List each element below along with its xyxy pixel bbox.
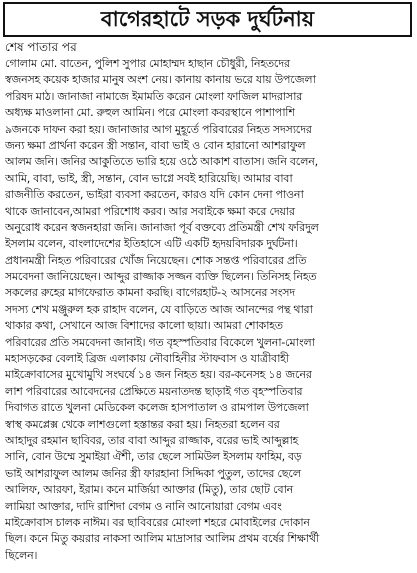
article-body-line: লাশ পরিবারের আবেদনের প্রেক্ষিতে ময়নাতদন্ত ছাড়াই গত বৃহস্পতিবার [5,384,303,398]
article-body-line: ছিলেন। [5,548,38,562]
article-body-line: প্রধানমন্ত্রী নিহত পরিবারের খোঁজ নিয়েছেন। শোক সন্তপ্ত পরিবারের প্রতি [5,253,307,267]
article-body [5,56,413,564]
article-body-line: স্বাস্থ কমপ্লেক্স থেকে লাশগুলো হস্তান্তর করা হয়। নিহতরা হলেন বর [5,417,280,431]
article-body-line: ৯জনকে দাফন করা হয়। জানাজার আগ মুহূর্তে পরিবারের নিহত সদস্যদের [5,122,312,136]
continuation-note: শেষ পাতার পর [5,40,77,54]
article-body-line: সমবেদনা জানিয়েছেন। আব্দুর রাজ্জাক সজ্জন ব্যক্তি ছিলেন। তিনিসহ নিহত [5,270,317,284]
article-body-line: মহাসড়কের বেলাই ব্রিজ এলাকায় নৌবাহিনীর স্টাফবাস ও যাত্রীবাহী [5,352,289,366]
article-body-line: সকলের রুহের মাগফেরাত কামনা করছি। বাগেরহাট-২ আসনের সংসদ [5,286,295,300]
article-body-line: সানি, বোন উম্মে সুমাইয়া ঐশী, তার ছেলে সামিউল ইসলাম ফাহিম, বড় [5,450,302,464]
article-body-line: পরিষদ মাঠ। জানাজা নামাজে ইমামতি করেন মোংলা ফাজিল মাদরাসার [5,89,303,103]
article-body-line: আহাদুর রহমান ছাবিবর, তার বাবা আব্দুর রাজ্জাক, বরের ভাই আব্দুল্লাহ [5,433,299,447]
article-body-line: লামিয়া আক্তার, দাদি রাশিদা বেগম ও নানি আনোয়ারা বেগম এবং [5,499,282,513]
article-body-line: অনুরোধ করেন স্বজনহারা জনি। জানাজা পূর্ব বক্তব্যে প্রতিমন্ত্রী শেখ ফরিদুল [5,220,319,234]
article-headline: বাগেরহাটে সড়ক দুর্ঘটনায় [3,2,412,37]
article-body-line: মাইক্রোবাসের মুখোমুখি সংঘর্ষে ১৪ জন নিহত হয়। বর-কনেসহ ১৪ জনের [5,368,312,382]
article-body-line: ভাই আশরাফুল আলম জনির স্ত্রী ফারহানা সিদ্দিকা পুতুল, তাদের ছেলে [5,466,301,480]
article-body-line: রাজনীতি করতেন, ভাইরা ব্যবসা করতেন, কারও যদি কোন দেনা পাওনা [5,188,304,202]
article-body-line: ইসলাম বলেন, বাংলাদেশের ইতিহাসে এটি একটি হৃদয়বিদারক দুর্ঘটনা। [5,237,298,251]
article-body-line: অধ্যক্ষ মাওলানা মো. রুহুল আমিন। পরে মোংলা কবরস্থানে পাশাপাশি [5,106,295,120]
article-body-line: ছিল। কনে মিতু কয়রার নাকসা আলিম মাদ্রাসার আলিম প্রথম বর্ষের শিক্ষার্থী [5,532,319,546]
article-body-line: মাইক্রোবাস চালক নাঈম। বর ছাবিবরের মোংলা শহরে মোবাইলের দোকান [5,515,310,529]
article-body-line: সদস্য শেখ মঞ্জুরুল হক রাহাদ বলেন, যে বাড়িতে আজ আনন্দের পন্থ থারা [5,302,313,316]
article-body-line: আলম জনি। জনির আকুতিতে ভারি হয়ে ওঠে আকাশ বাতাস। জনি বলেন, [5,155,318,169]
article-body-line: আলিফ, আরফা, ইরাম। কনে মার্জিয়া আক্তার (মিতু), তার ছোট বোন [5,483,293,497]
article-body-line: আমি, বাবা, ভাই, স্ত্রী, সন্তান, বোন ভাগ্নে সবই হারিয়েছি। আমার বাবা [5,171,293,185]
article-body-line: গোলাম মো. বাতেন, পুলিশ সুপার মোহাম্মদ হাছান চৌধুরী, নিহতদের [5,57,290,70]
article-body-line: জন্য ক্ষমা প্রার্থনা করেন স্ত্রী সন্তান, বাবা ভাই ও বোন হারানো আশরাফুল [5,138,306,152]
article-body-line: দিবাগত রাতে খুলনা মেডিকেল কলেজ হাসপাতাল ও রামপাল উপজেলা [5,401,309,415]
article-body-line: পরিবারের প্রতি সমবেদনা জানাই। গত বৃহস্পতিবার বিকেলে খুলনা-মোংলা [5,335,315,349]
article-body-line: স্বজনসহ কয়েক হাজার মানুষ অংশ নেয়। কানায় কানায় ভরে যায় উপজেলা [5,73,316,87]
article-body-line: থাকে জানাবেন,আমরা পরিশোধ করব। আর সবাইকে ক্ষমা করে দেয়ার [5,204,295,218]
article-body-line: থাকার কথা, সেখানে আজ বিশাদের কালো ছায়া। আমরা শোকাহত [5,319,283,333]
